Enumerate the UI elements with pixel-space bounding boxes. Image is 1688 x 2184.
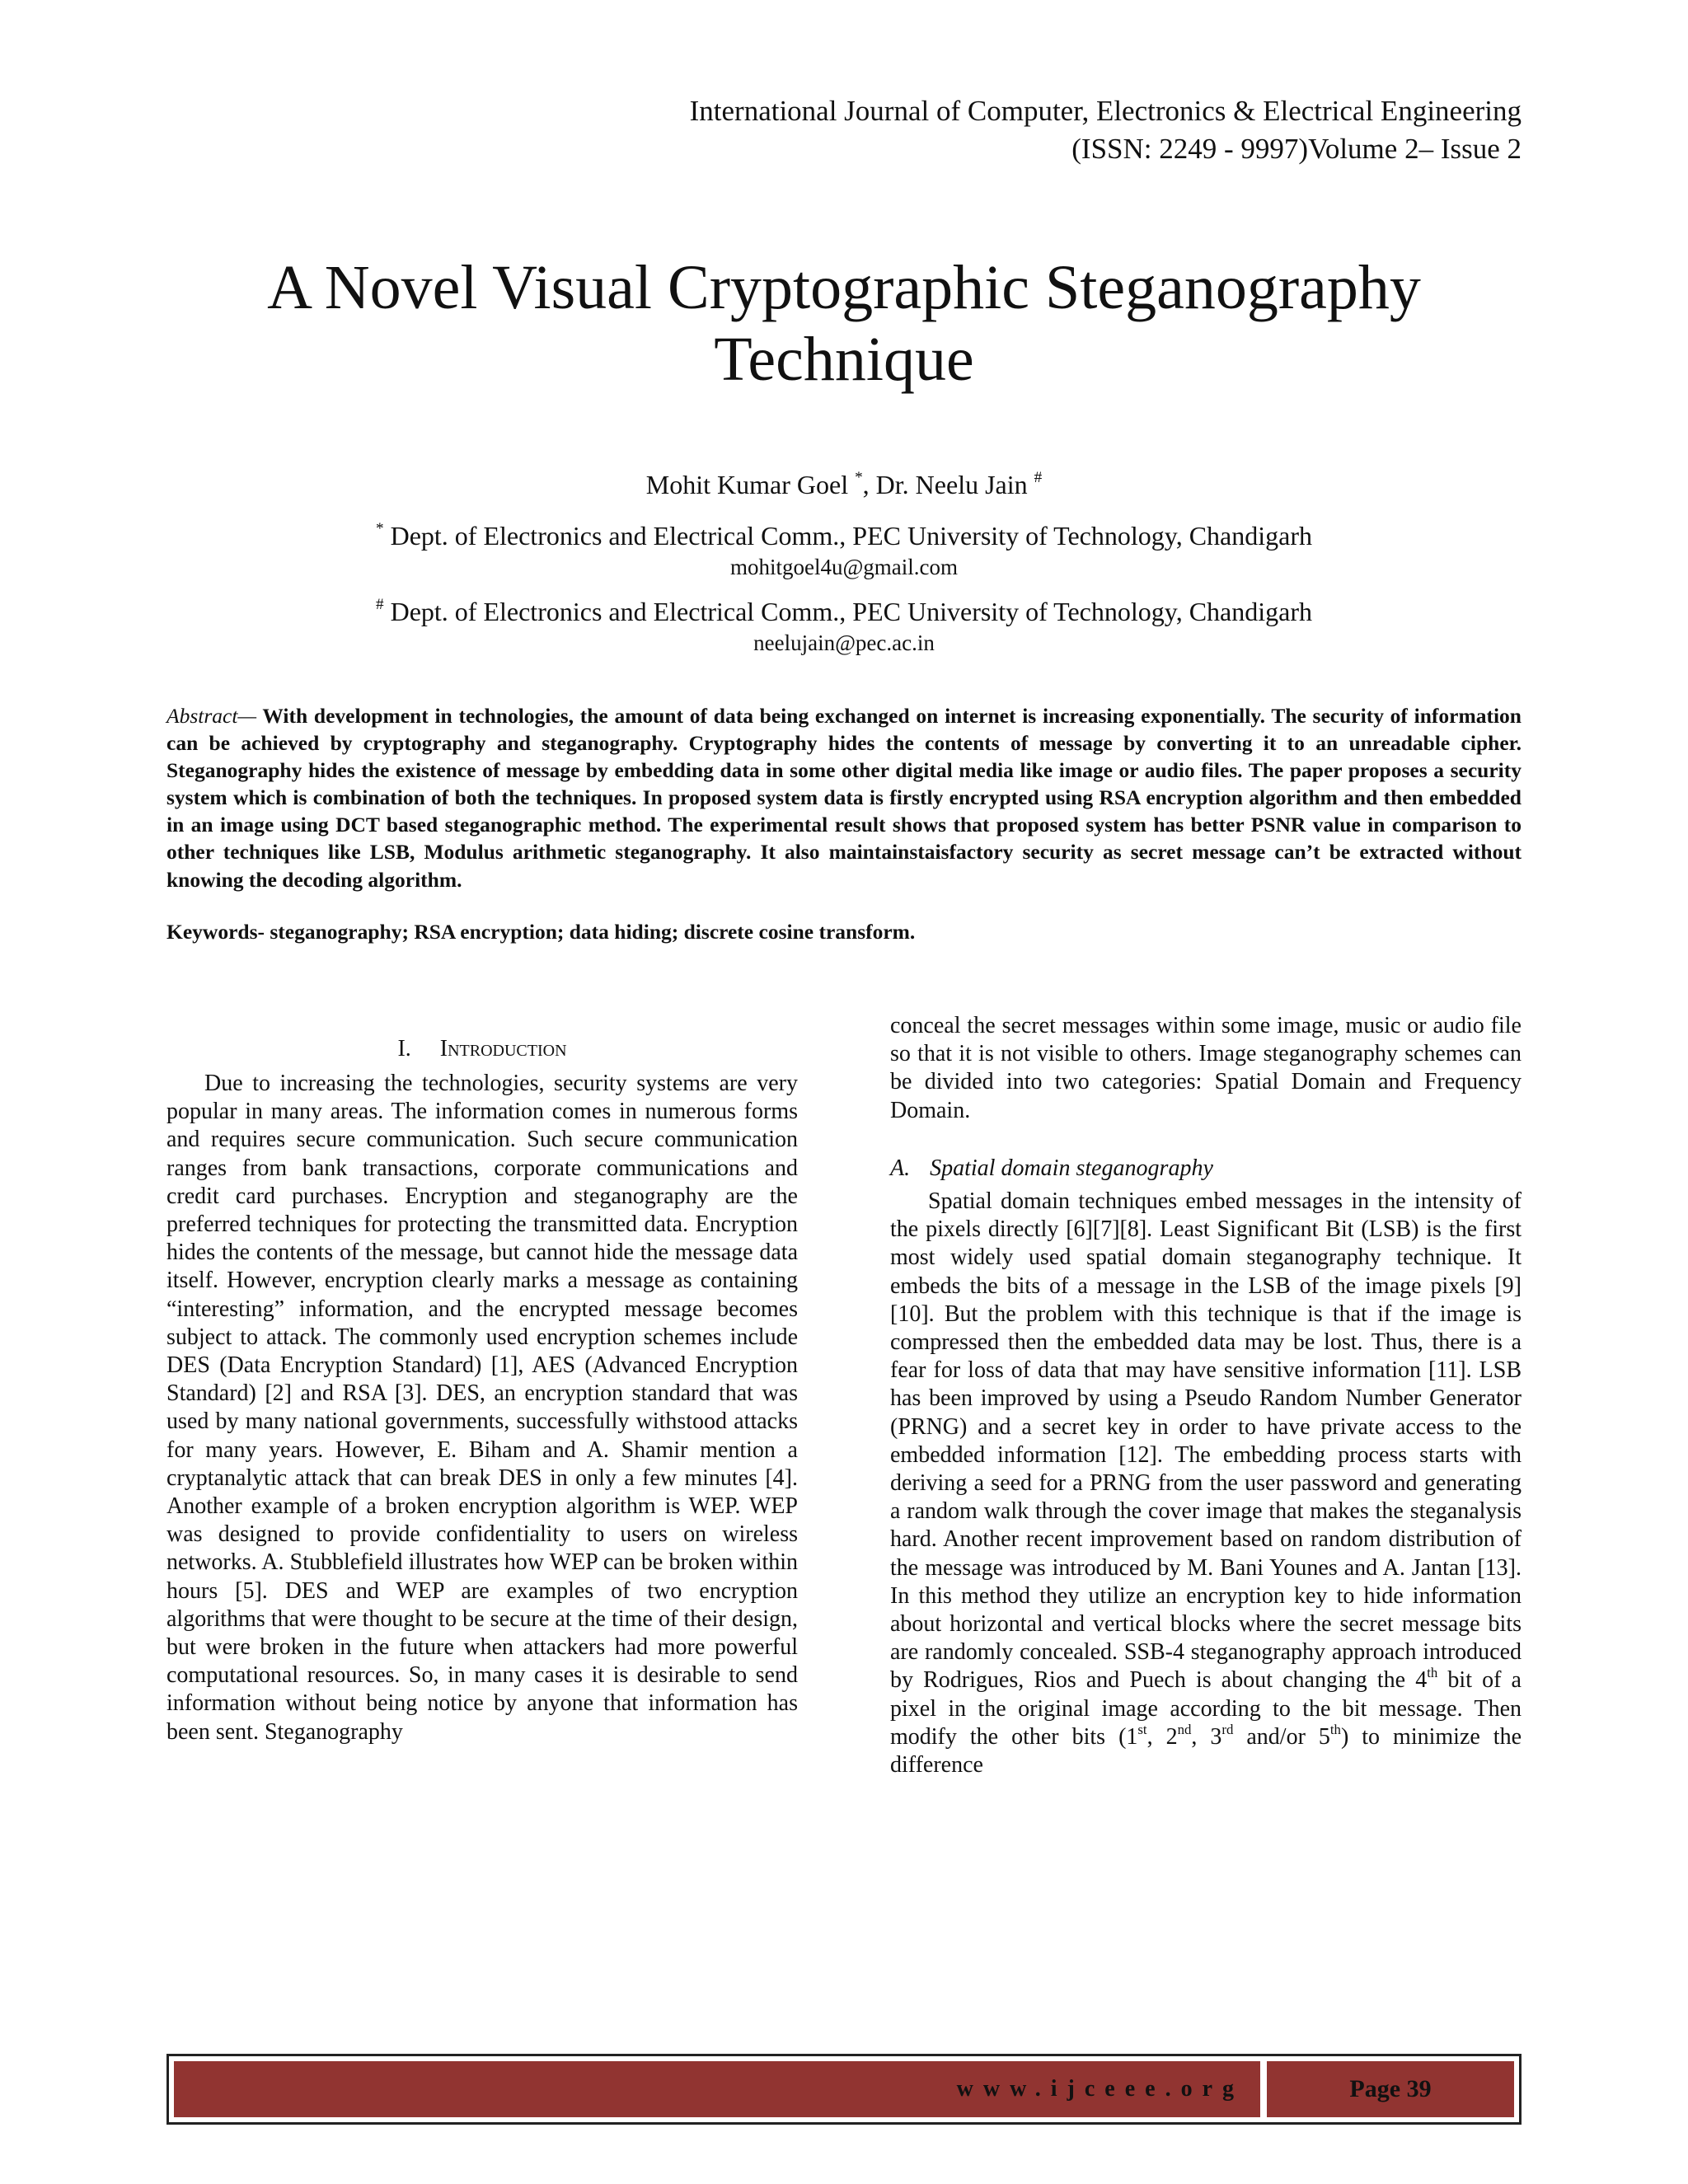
email-2: neelujain@pec.ac.in xyxy=(753,630,935,655)
sup-nd: nd xyxy=(1177,1721,1192,1737)
affiliation-2-text: Dept. of Electronics and Electrical Comm., PEC University of Technology, Chandigarh xyxy=(383,597,1312,626)
footer-website[interactable]: www.ijceee.org xyxy=(174,2061,1260,2117)
spatial-and-or: and/or 5 xyxy=(1233,1723,1330,1750)
spatial-text-3: ) to minimize the difference xyxy=(890,1723,1522,1779)
spatial-comma-2: , 3 xyxy=(1191,1723,1222,1750)
title-line-1: A Novel Visual Cryptographic Steganography xyxy=(267,253,1421,322)
sup-st: st xyxy=(1137,1721,1147,1737)
email-1: mohitgoel4u@gmail.com xyxy=(729,555,959,579)
author-separator: , Dr. Neelu Jain xyxy=(862,470,1034,499)
author-1: Mohit Kumar Goel xyxy=(645,470,849,499)
right-column xyxy=(890,1012,1522,1779)
title-line-2: Technique xyxy=(714,325,974,394)
sup-rd: rd xyxy=(1221,1721,1234,1737)
spatial-comma-1: , 2 xyxy=(1146,1723,1178,1750)
paper-title xyxy=(0,252,1688,396)
spatial-text-2: bit of a pixel in the original image according to the bit message. Then modify the other bits (1 xyxy=(890,1667,1522,1750)
subsection-letter: A. xyxy=(890,1155,911,1181)
footer-divider xyxy=(1260,2061,1267,2117)
section-title: Introduction xyxy=(439,1036,567,1062)
affiliation-1-text: Dept. of Electronics and Electrical Comm., PEC University of Technology, Chandigarh xyxy=(383,521,1312,551)
abstract-label: Abstract— xyxy=(166,704,257,728)
affiliation-2 xyxy=(0,597,1688,626)
keywords: Keywords- steganography; RSA encryption; data hiding; discrete cosine transform. xyxy=(166,920,916,944)
subsection-heading-spatial xyxy=(890,1155,1522,1183)
intro-paragraph: Due to increasing the technologies, security systems are very popular in many areas. The information comes in numerous forms and requires secure communication. Such secure communication ranges from bank transactions, corporate communications and credit card purchases. Encryption and steganography are the preferred techniques for protecting the transmitted data. Encryption hides the contents of the message, but cannot hide the message data itself. However, encryption clearly marks a message as containing “interesting” information, and the encrypted message becomes subject to attack. The commonly used encryption schemes include DES (Data Encryption Standard) [1], AES (Advanced Encryption Standard) [2] and RSA [3]. DES, an encryption standard that was used by many national governments, successfully withstood attacks for many years. However, E. Biham and A. Shamir mention a cryptanalytic attack that can break DES in only a few minutes [4]. Another example of a broken encryption algorithm is WEP. WEP was designed to provide confidentiality to users on wireless networks. A. Stubblefield illustrates how WEP can be broken within hours [5]. DES and WEP are examples of two encryption algorithms that were thought to be secure at the time of their design, but were broken in the future when attackers had more powerful computational resources. So, in many cases it is desirable to send information without being notice by anyone that information has been sent. Steganography xyxy=(166,1071,798,1745)
issn-line: (ISSN: 2249 - 9997)Volume 2– Issue 2 xyxy=(1071,133,1522,165)
section-number: I. xyxy=(397,1036,411,1062)
author-2-mark: # xyxy=(1034,469,1043,487)
intro-continuation: conceal the secret messages within some image, music or audio file so that it is not visible to others. Image steganography schemes can be divided into two categories: Spatial Domain and Frequency Domain. xyxy=(890,1013,1522,1123)
affiliation-1-mark: * xyxy=(376,520,384,538)
spatial-text-1: Spatial domain techniques embed messages in the intensity of the pixels directly [6][7][8]. Least Significant Bit (LSB) is the first most widely used spatial domain steganography technique. It embeds the bits of a message in the LSB of the image pixels [9][10]. But the problem with this technique is that if the image is compressed then the embedded data may be lost. Thus, there is a fear for loss of data that may have sensitive information [11]. LSB has been improved by using a Pseudo Random Number Generator (PRNG) and a secret key in order to have private access to the embedded information [12]. The embedding process starts with deriving a seed for a PRNG from the user password and generating a random walk through the cover image that makes the steganalysis hard. Another recent improvement based on random distribution of the message was introduced by M. Bani Younes and A. Jantan [13]. In this method they utilize an encryption key to hide information about horizontal and vertical blocks where the secret message bits are randomly concealed. SSB-4 steganography approach introduced by Rodrigues, Rios and Puech is about changing the 4 xyxy=(890,1188,1522,1694)
affiliation-2-mark: # xyxy=(376,596,384,614)
author-1-mark: * xyxy=(855,469,863,487)
footer-bar xyxy=(166,2054,1522,2125)
sup-th: th xyxy=(1427,1665,1438,1681)
affiliation-1 xyxy=(0,521,1688,551)
subsection-title: Spatial domain steganography xyxy=(930,1155,1213,1181)
abstract xyxy=(166,702,1522,893)
footer-page-number: Page 39 xyxy=(1267,2061,1514,2117)
journal-header xyxy=(690,92,1522,168)
sup-th-2: th xyxy=(1329,1721,1341,1737)
left-column xyxy=(166,1015,798,1746)
author-line xyxy=(0,468,1688,501)
spatial-paragraph xyxy=(890,1188,1522,1779)
section-heading-introduction xyxy=(166,1035,798,1063)
journal-name: International Journal of Computer, Electronics & Electrical Engineering xyxy=(689,95,1522,127)
abstract-text: With development in technologies, the amount of data being exchanged on internet is increasing exponentially. The security of information can be achieved by cryptography and steganography. Cryptography hides the contents of message by converting it to an unreadable cipher. Steganography hides the existence of message by embedding data in some other digital media like image or audio files. The paper proposes a security system which is combination of both the techniques. In proposed system data is firstly encrypted using RSA encryption algorithm and then embedded in an image using DCT based steganographic method. The experimental result shows that proposed system has better PSNR value in comparison to other techniques like LSB, Modulus arithmetic steganography. It also maintainstaisfactory security as secret message can’t be extracted without knowing the decoding algorithm. xyxy=(166,704,1522,892)
